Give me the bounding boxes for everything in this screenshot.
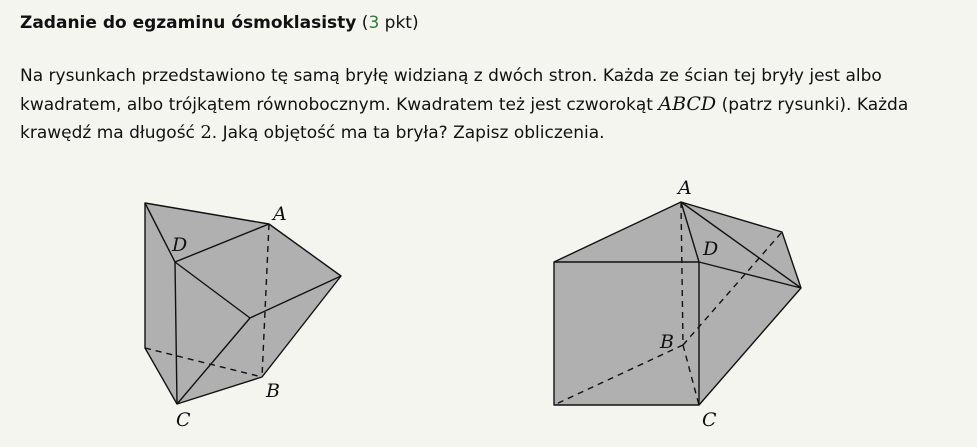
right-label-B: B [660,331,674,353]
right-solid-silhouette [554,202,801,405]
left-label-B: B [266,380,280,402]
edge-length: 2 [200,122,212,143]
left-label-A: A [273,203,287,225]
right-solid-figure [554,177,801,431]
right-label-D: D [703,238,719,260]
quad-name: ABCD [658,93,717,115]
left-label-D: D [172,234,188,256]
right-label-A: A [678,177,692,199]
left-label-C: C [176,409,191,431]
points-open: ( [356,13,369,33]
points-unit: pkt) [379,13,419,33]
left-solid-figure [145,203,341,431]
statement-text-2: (patrz rysunki). Każda krawędź ma długość [20,95,909,143]
task-heading: Zadanie do egzaminu ósmoklasisty [20,13,357,33]
statement-text-3: . Jaką objętość ma ta bryła? Zapisz obliczenia. [211,123,605,143]
points-value: 3 [368,13,380,33]
statement-text-1: Na rysunkach przedstawiono tę samą bryłę widzianą z dwóch stron. Każda ze ścian tej bryły jest albo kwadratem, albo trójkątem równobocznym. Kwadratem też jest czworokąt [20,66,882,115]
right-label-C: C [702,409,717,431]
